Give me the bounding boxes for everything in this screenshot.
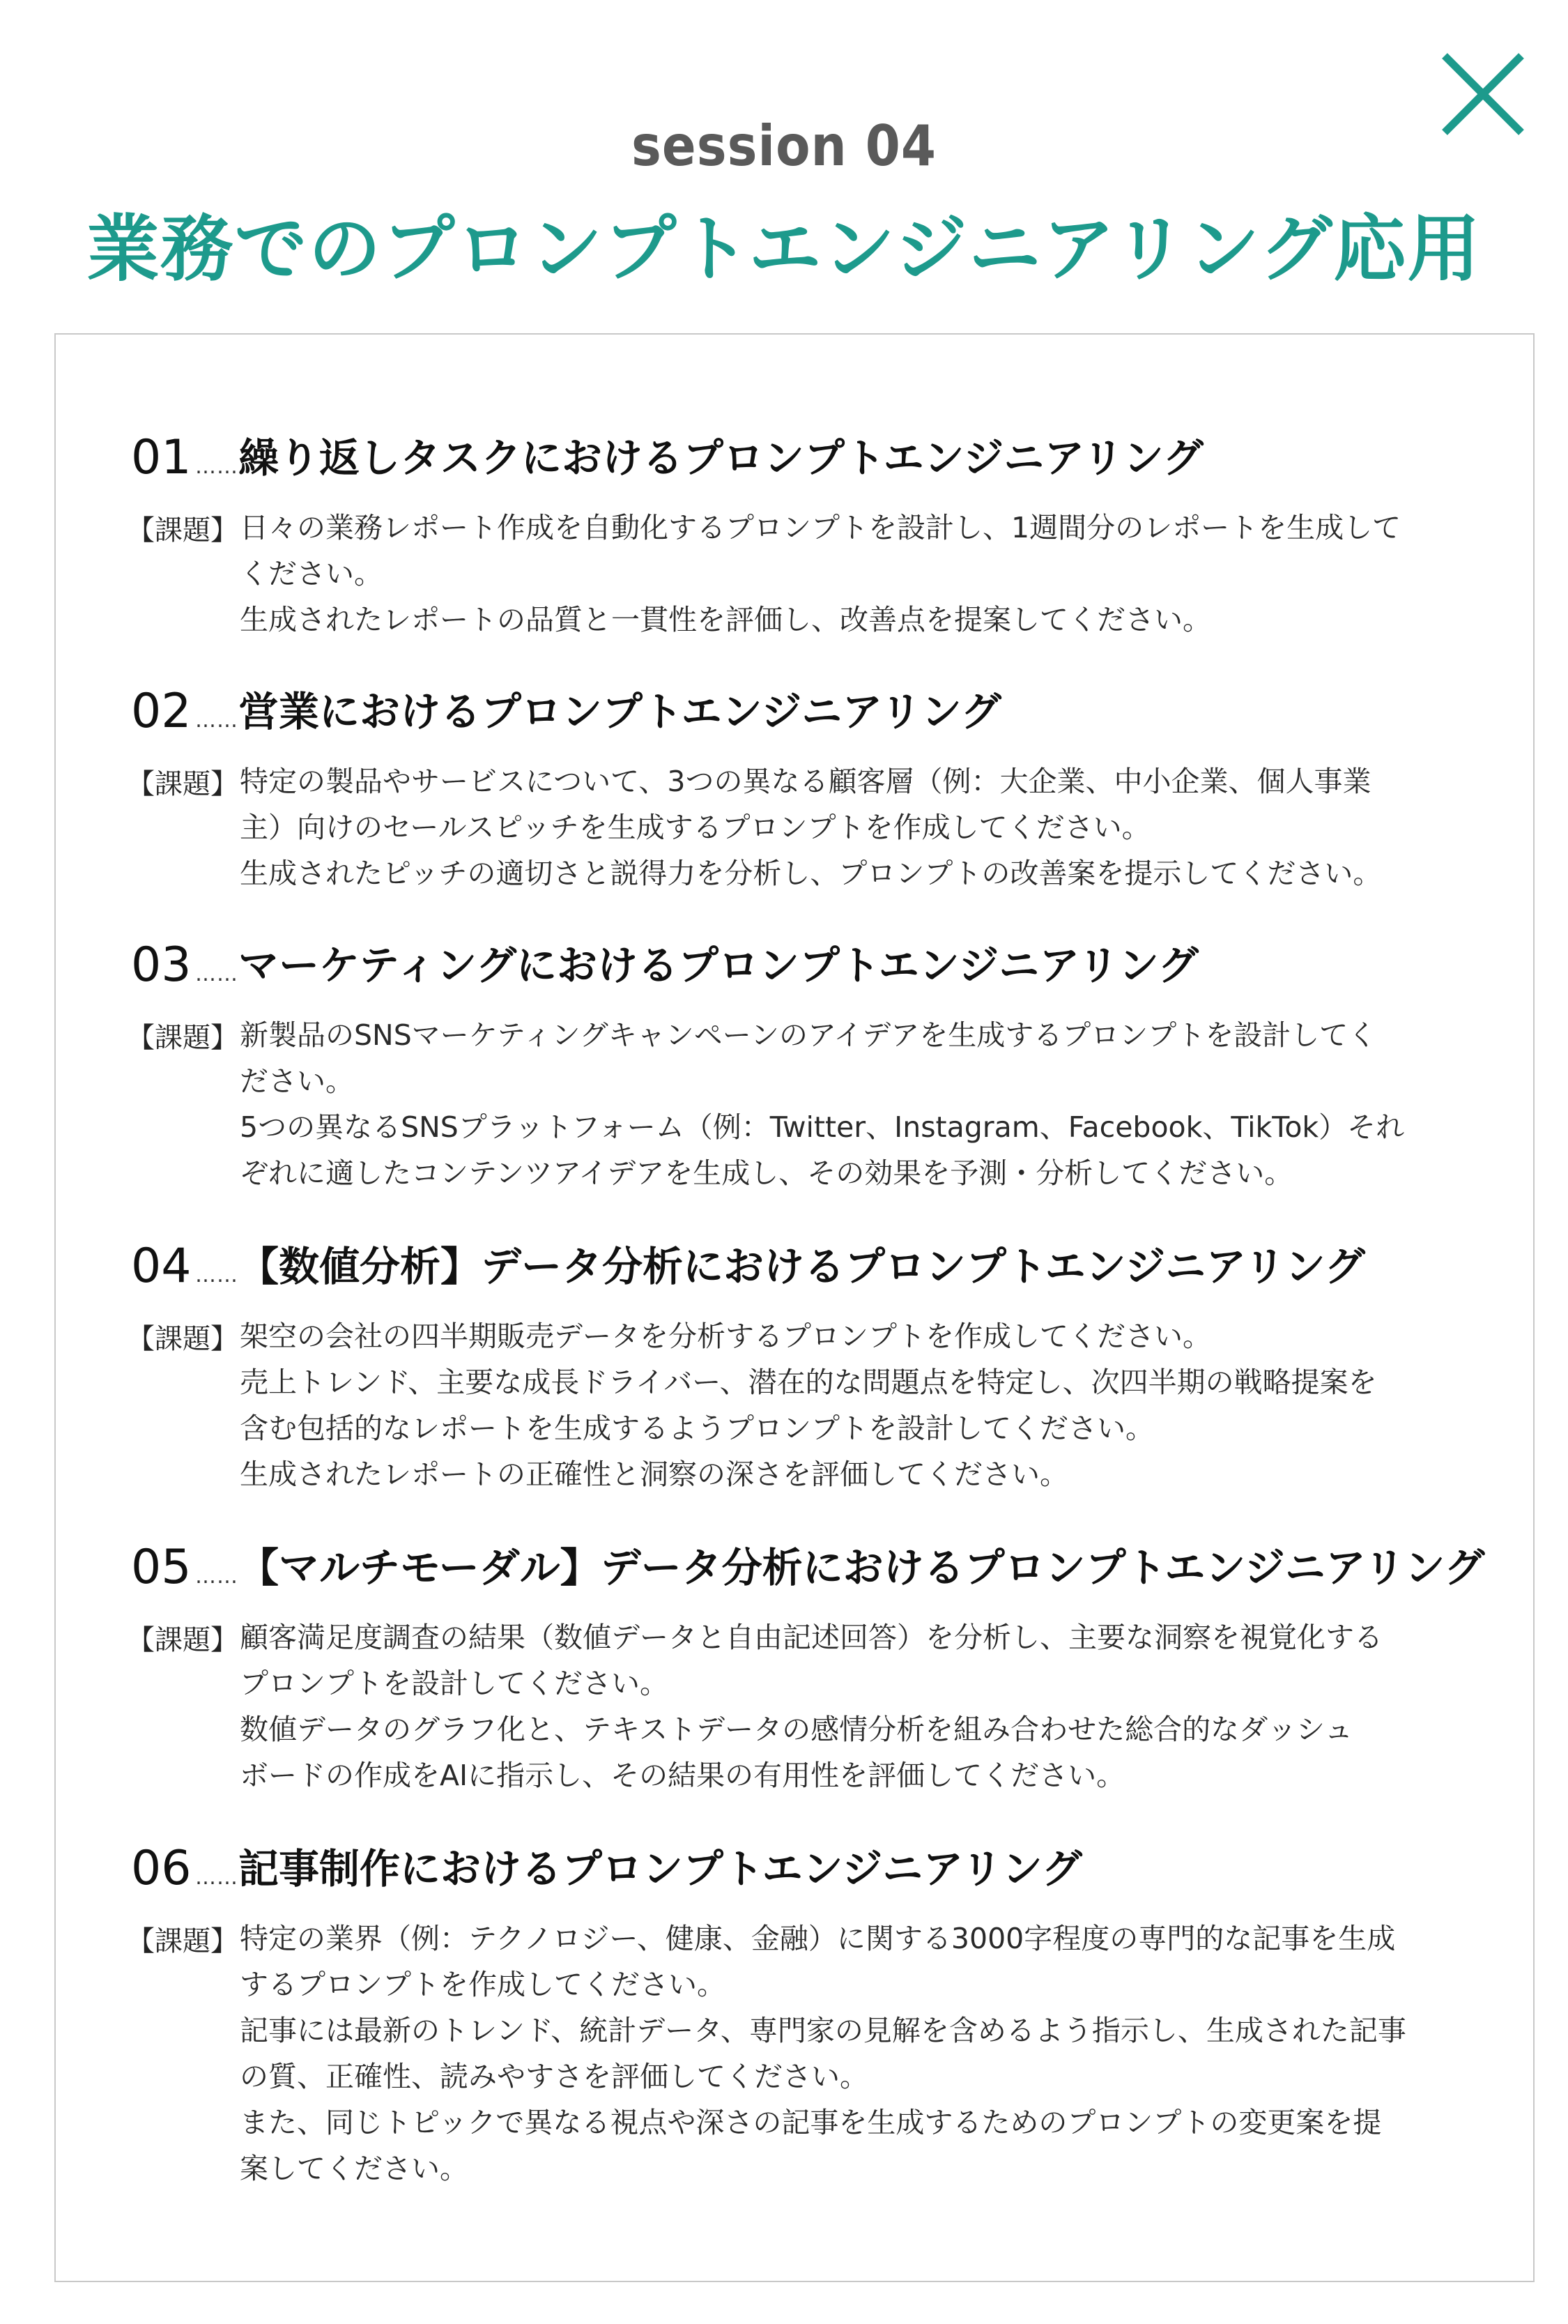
section-leader-dots: …… <box>195 1564 238 1589</box>
task-label: 【課題】 <box>127 1323 238 1355</box>
section-header <box>56 1536 1533 1599</box>
section-header <box>56 1837 1533 1900</box>
task-line: プロンプトを設計してください。 <box>240 1667 668 1700</box>
task-line: 日々の業務レポート作成を自動化するプロンプトを設計し、1週間分のレポートを生成して <box>240 511 1401 544</box>
task-line: するプロンプトを作成してください。 <box>240 1968 725 2001</box>
section-header <box>56 1235 1533 1298</box>
task-row <box>56 758 1533 896</box>
task-line: ぞれに適したコンテンツアイデアを生成し、その効果を予測・分析してください。 <box>240 1156 1293 1190</box>
task-text <box>240 505 1508 643</box>
section-number: 06 <box>131 1841 192 1896</box>
task-line: 特定の業界（例：テクノロジー、健康、金融）に関する3000字程度の専門的な記事を生成 <box>240 1922 1396 1955</box>
task-line: ボードの作成をAIに指示し、その結果の有用性を評価してください。 <box>240 1759 1125 1792</box>
section-02 <box>56 680 1533 896</box>
section-04 <box>56 1235 1533 1497</box>
task-line: 売上トレンド、主要な成長ドライバー、潜在的な問題点を特定し、次四半期の戦略提案を <box>240 1366 1377 1399</box>
section-header <box>56 680 1533 743</box>
task-row <box>56 1012 1533 1196</box>
task-line: 主）向けのセールスピッチを生成するプロンプトを作成してください。 <box>240 811 1151 844</box>
section-number: 03 <box>131 938 192 993</box>
section-01 <box>56 427 1533 643</box>
page-title: 業務でのプロンプトエンジニアリング応用 <box>86 206 1482 291</box>
section-number: 05 <box>131 1540 192 1595</box>
section-leader-dots: …… <box>195 1865 238 1890</box>
task-line: 記事には最新のトレンド、統計データ、専門家の見解を含めるよう指示し、生成された記事 <box>240 2014 1406 2047</box>
task-text <box>240 1313 1508 1497</box>
section-header <box>56 934 1533 997</box>
task-line: 顧客満足度調査の結果（数値データと自由記述回答）を分析し、主要な洞察を視覚化する <box>240 1621 1383 1654</box>
section-title: 【数値分析】データ分析におけるプロンプトエンジニアリング <box>238 1243 1365 1290</box>
task-row <box>56 1916 1533 2192</box>
task-label: 【課題】 <box>127 1925 238 1957</box>
section-title: 営業におけるプロンプトエンジニアリング <box>238 688 1001 735</box>
section-title: 繰り返しタスクにおけるプロンプトエンジニアリング <box>238 434 1204 482</box>
section-leader-dots: …… <box>195 962 238 986</box>
section-title: 記事制作におけるプロンプトエンジニアリング <box>238 1845 1082 1893</box>
session-label: session 04 <box>631 114 937 178</box>
task-line: の質、正確性、読みやすさを評価してください。 <box>240 2060 868 2093</box>
task-label: 【課題】 <box>127 1624 238 1656</box>
section-05 <box>56 1536 1533 1798</box>
task-label: 【課題】 <box>127 1022 238 1054</box>
section-number: 01 <box>131 430 192 485</box>
task-text <box>240 1916 1508 2192</box>
task-line: 生成されたレポートの品質と一貫性を評価し、改善点を提案してください。 <box>240 603 1211 636</box>
section-number: 02 <box>131 684 192 739</box>
section-number: 04 <box>131 1239 192 1294</box>
task-row <box>56 505 1533 643</box>
section-title: 【マルチモーダル】データ分析におけるプロンプトエンジニアリング <box>238 1544 1485 1591</box>
task-row <box>56 1614 1533 1798</box>
section-header <box>56 427 1533 489</box>
task-line: 特定の製品やサービスについて、3つの異なる顧客層（例：大企業、中小企業、個人事業 <box>240 765 1371 798</box>
section-leader-dots: …… <box>195 454 238 479</box>
task-line: 新製品のSNSマーケティングキャンペーンのアイデアを生成するプロンプトを設計してく <box>240 1018 1377 1052</box>
task-line: 架空の会社の四半期販売データを分析するプロンプトを作成してください。 <box>240 1320 1211 1353</box>
task-line: 数値データのグラフ化と、テキストデータの感情分析を組み合わせた総合的なダッシュ <box>240 1713 1353 1746</box>
task-text <box>240 1012 1508 1196</box>
section-leader-dots: …… <box>195 1263 238 1287</box>
task-line: 5つの異なるSNSプラットフォーム（例：Twitter、Instagram、Facebook、TikTok）それ <box>240 1110 1405 1144</box>
section-03 <box>56 934 1533 1196</box>
content-panel <box>54 333 1535 2282</box>
task-line: ください。 <box>240 557 383 590</box>
task-row <box>56 1313 1533 1497</box>
task-line: また、同じトピックで異なる視点や深さの記事を生成するためのプロンプトの変更案を提 <box>240 2106 1382 2139</box>
task-line: ださい。 <box>240 1064 354 1098</box>
section-leader-dots: …… <box>195 708 238 733</box>
task-line: 生成されたピッチの適切さと説得力を分析し、プロンプトの改善案を提示してください。 <box>240 857 1382 890</box>
task-label: 【課題】 <box>127 514 238 546</box>
task-line: 案してください。 <box>240 2152 468 2185</box>
section-title: マーケティングにおけるプロンプトエンジニアリング <box>238 942 1199 989</box>
task-text <box>240 758 1508 896</box>
task-text <box>240 1614 1508 1798</box>
task-line: 生成されたレポートの正確性と洞察の深さを評価してください。 <box>240 1458 1068 1491</box>
section-06 <box>56 1837 1533 2192</box>
task-line: 含む包括的なレポートを生成するようプロンプトを設計してください。 <box>240 1412 1154 1445</box>
task-label: 【課題】 <box>127 768 238 800</box>
